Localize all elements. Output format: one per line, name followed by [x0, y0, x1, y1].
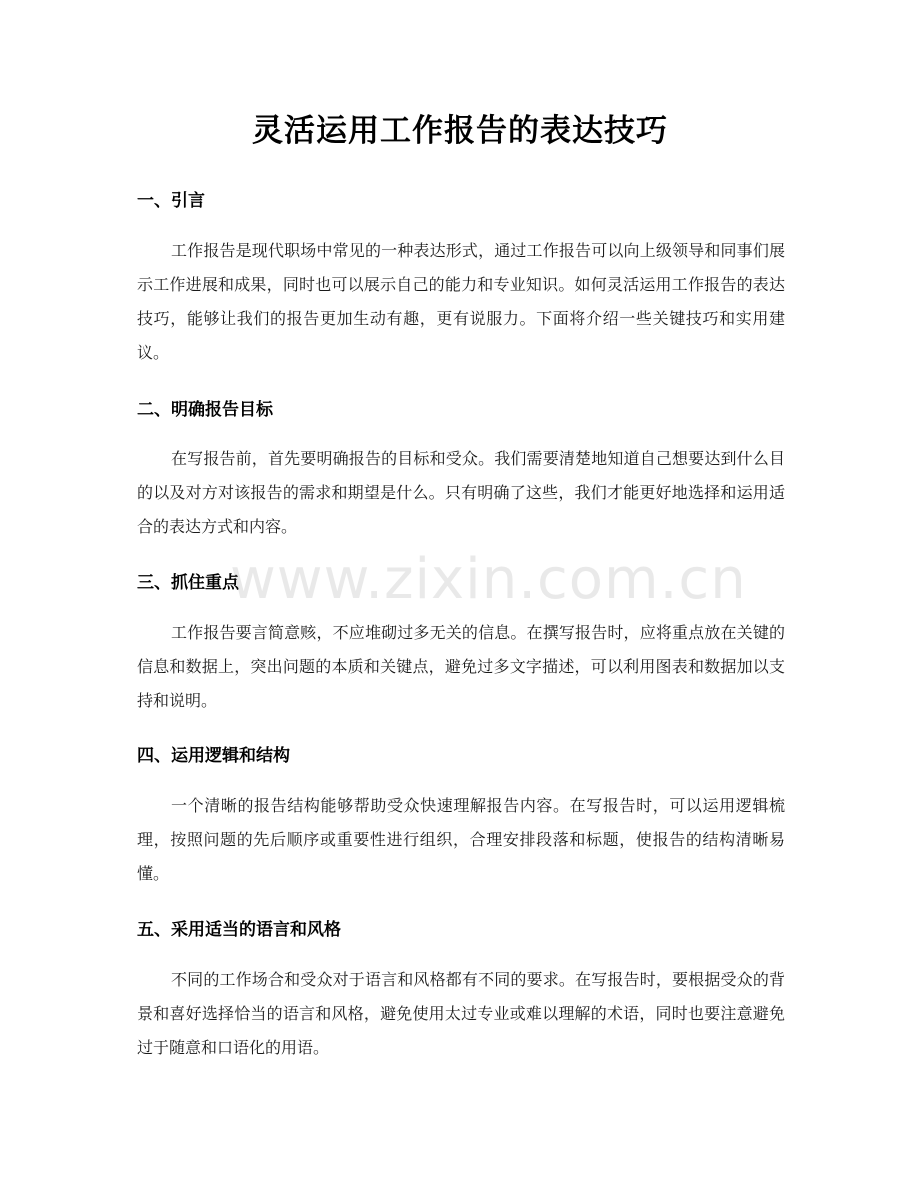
section-heading-introduction: 一、引言: [137, 191, 205, 211]
section-paragraph-introduction: 工作报告是现代职场中常见的一种表达形式，通过工作报告可以向上级领导和同事们展示工作进展和成果，同时也可以展示自己的能力和专业知识。如何灵活运用工作报告的表达技巧，能够让我们的报告更加生动有趣，更有说服力。下面将介绍一些关键技巧和实用建议。: [137, 241, 785, 362]
section-heading-language-style: 五、采用适当的语言和风格: [137, 920, 341, 940]
page-title: 灵活运用工作报告的表达技巧: [252, 113, 668, 149]
section-paragraph-logic-structure: 一个清晰的报告结构能够帮助受众快速理解报告内容。在写报告时，可以运用逻辑梳理，按照问题的先后顺序或重要性进行组织，合理安排段落和标题，使报告的结构清晰易懂。: [137, 796, 785, 883]
section-heading-focus-key-points: 三、抓住重点: [137, 573, 239, 593]
section-paragraph-focus-key-points: 工作报告要言简意赅，不应堆砌过多无关的信息。在撰写报告时，应将重点放在关键的信息和数据上，突出问题的本质和关键点，避免过多文字描述，可以利用图表和数据加以支持和说明。: [137, 623, 785, 710]
watermark-text: www.zixin.com.cn: [230, 547, 747, 612]
section-paragraph-language-style: 不同的工作场合和受众对于语言和风格都有不同的要求。在写报告时，要根据受众的背景和喜好选择恰当的语言和风格，避免使用太过专业或难以理解的术语，同时也要注意避免过于随意和口语化的用语。: [137, 970, 785, 1057]
section-heading-logic-structure: 四、运用逻辑和结构: [137, 746, 290, 766]
section-paragraph-clarify-goals: 在写报告前，首先要明确报告的目标和受众。我们需要清楚地知道自己想要达到什么目的以及对方对该报告的需求和期望是什么。只有明确了这些，我们才能更好地选择和运用适合的表达方式和内容。: [137, 449, 785, 536]
section-heading-clarify-goals: 二、明确报告目标: [137, 400, 273, 420]
